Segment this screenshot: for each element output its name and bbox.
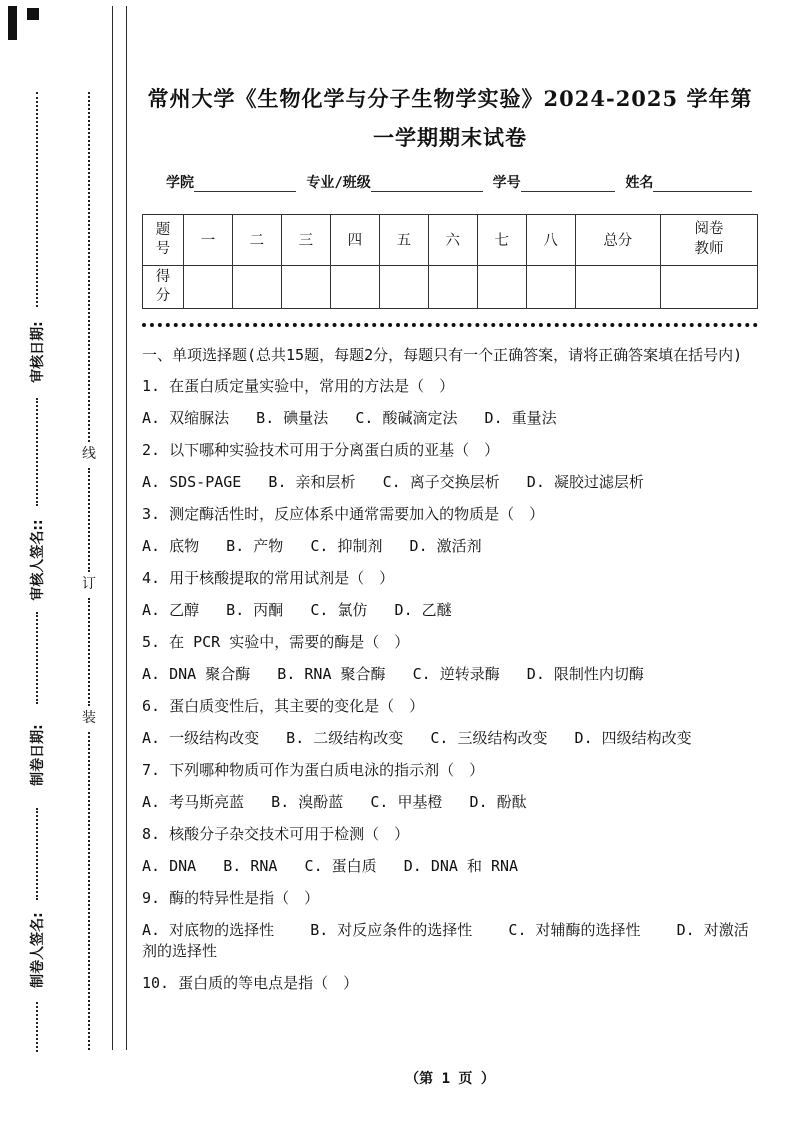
dotted-line (36, 808, 38, 900)
binding-dotted-line (88, 732, 90, 1050)
question-stem: 6. 蛋白质变性后，其主要的变化是（ ） (142, 697, 425, 716)
paper-maker-signature-label: 制卷人签名: (30, 912, 46, 988)
header-col-8: 八 (526, 214, 575, 265)
header-col-2: 二 (232, 214, 281, 265)
section-one-heading: 一、单项选择题(总共15题，每题2分，每题只有一个正确答案，请将正确答案填在括号内) (142, 345, 743, 364)
question-item (142, 696, 758, 749)
exam-content (142, 80, 758, 1005)
question-list (142, 376, 758, 994)
question-options: A. 一级结构改变 B. 二级结构改变 C. 三级结构改变 D. 四级结构改变 (142, 729, 692, 748)
question-stem: 4. 用于核酸提取的常用试剂是（ ） (142, 569, 395, 588)
name-blank (653, 175, 752, 192)
question-stem: 2. 以下哪种实验技术可用于分离蛋白质的亚基（ ） (142, 441, 500, 460)
dotted-line (36, 612, 38, 704)
score-cell (281, 265, 330, 308)
exam-title: 常州大学《生物化学与分子生物学实验》2024-2025 学年第一学期期末试卷 (147, 86, 753, 150)
header-grader: 阅卷教师 (661, 214, 758, 265)
question-item (142, 504, 758, 557)
question-item (142, 632, 758, 685)
binding-dotted-line (88, 468, 90, 572)
question-options: A. 底物 B. 产物 C. 抑制剂 D. 激活剂 (142, 537, 482, 556)
header-col-6: 六 (428, 214, 477, 265)
review-date-label: 审核日期: (30, 321, 46, 383)
name-label: 姓名 (625, 174, 654, 191)
header-col-1: 一 (184, 214, 233, 265)
question-item (142, 973, 758, 994)
score-cell (330, 265, 379, 308)
dotted-line (36, 398, 38, 506)
dotted-separator (142, 323, 758, 327)
question-item (142, 376, 758, 429)
question-item (142, 824, 758, 877)
question-options: A. DNA 聚合酶 B. RNA 聚合酶 C. 逆转录酶 D. 限制性内切酶 (142, 665, 644, 684)
score-cell (379, 265, 428, 308)
score-cell (232, 265, 281, 308)
reviewer-signature-label: 审核人签名:: (30, 519, 46, 601)
header-col-7: 七 (477, 214, 526, 265)
margin-rule-line (112, 6, 113, 1050)
question-stem: 5. 在 PCR 实验中，需要的酶是（ ） (142, 633, 410, 652)
binding-char-xian: 线 (82, 446, 96, 462)
student-info-row (142, 172, 758, 192)
score-cell (575, 265, 660, 308)
student-id-label: 学号 (492, 174, 521, 191)
binding-dotted-line (88, 598, 90, 706)
school-blank (194, 175, 296, 192)
score-table-header-row (143, 214, 758, 265)
question-item (142, 888, 758, 962)
score-table-score-row (143, 265, 758, 308)
question-options: A. SDS-PAGE B. 亲和层析 C. 离子交换层析 D. 凝胶过滤层析 (142, 473, 644, 492)
page-number: （第 1 页 ） (405, 1071, 495, 1087)
corner-mark (8, 6, 17, 40)
score-cell (184, 265, 233, 308)
question-options: A. 乙醇 B. 丙酮 C. 氯仿 D. 乙醚 (142, 601, 452, 620)
question-options: A. 对底物的选择性 B. 对反应条件的选择性 C. 对辅酶的选择性 D. 对激活剂的选择性 (142, 921, 749, 961)
question-stem: 3. 测定酶活性时，反应体系中通常需要加入的物质是（ ） (142, 505, 545, 524)
score-cell (661, 265, 758, 308)
school-label: 学院 (166, 174, 194, 191)
binding-dotted-line (88, 92, 90, 442)
corner-mark (27, 8, 39, 20)
score-row-label: 得分 (143, 265, 184, 308)
dotted-line (36, 92, 38, 307)
question-options: A. 考马斯亮蓝 B. 溴酚蓝 C. 甲基橙 D. 酚酞 (142, 793, 527, 812)
binding-char-zhuang: 装 (82, 710, 96, 726)
question-options: A. DNA B. RNA C. 蛋白质 D. DNA 和 RNA (142, 857, 519, 876)
margin-rule-line (126, 6, 127, 1050)
question-item (142, 440, 758, 493)
score-cell (477, 265, 526, 308)
score-table (142, 214, 758, 309)
header-question-number: 题号 (143, 214, 184, 265)
paper-make-date-label: 制卷日期: (30, 724, 46, 786)
question-stem: 1. 在蛋白质定量实验中，常用的方法是（ ） (142, 377, 455, 396)
question-stem: 10. 蛋白质的等电点是指（ ） (142, 974, 359, 993)
question-options: A. 双缩脲法 B. 碘量法 C. 酸碱滴定法 D. 重量法 (142, 409, 557, 428)
score-cell (428, 265, 477, 308)
header-col-5: 五 (379, 214, 428, 265)
score-cell (526, 265, 575, 308)
question-stem: 9. 酶的特异性是指（ ） (142, 889, 320, 908)
header-total: 总分 (575, 214, 660, 265)
major-class-label: 专业/班级 (306, 174, 371, 191)
question-item (142, 760, 758, 813)
question-item (142, 568, 758, 621)
dotted-line (36, 1002, 38, 1052)
header-col-3: 三 (281, 214, 330, 265)
major-class-blank (371, 175, 483, 192)
header-col-4: 四 (330, 214, 379, 265)
question-stem: 7. 下列哪种物质可作为蛋白质电泳的指示剂（ ） (142, 761, 485, 780)
question-stem: 8. 核酸分子杂交技术可用于检测（ ） (142, 825, 410, 844)
binding-char-ding: 订 (82, 576, 96, 592)
student-id-blank (521, 175, 616, 192)
